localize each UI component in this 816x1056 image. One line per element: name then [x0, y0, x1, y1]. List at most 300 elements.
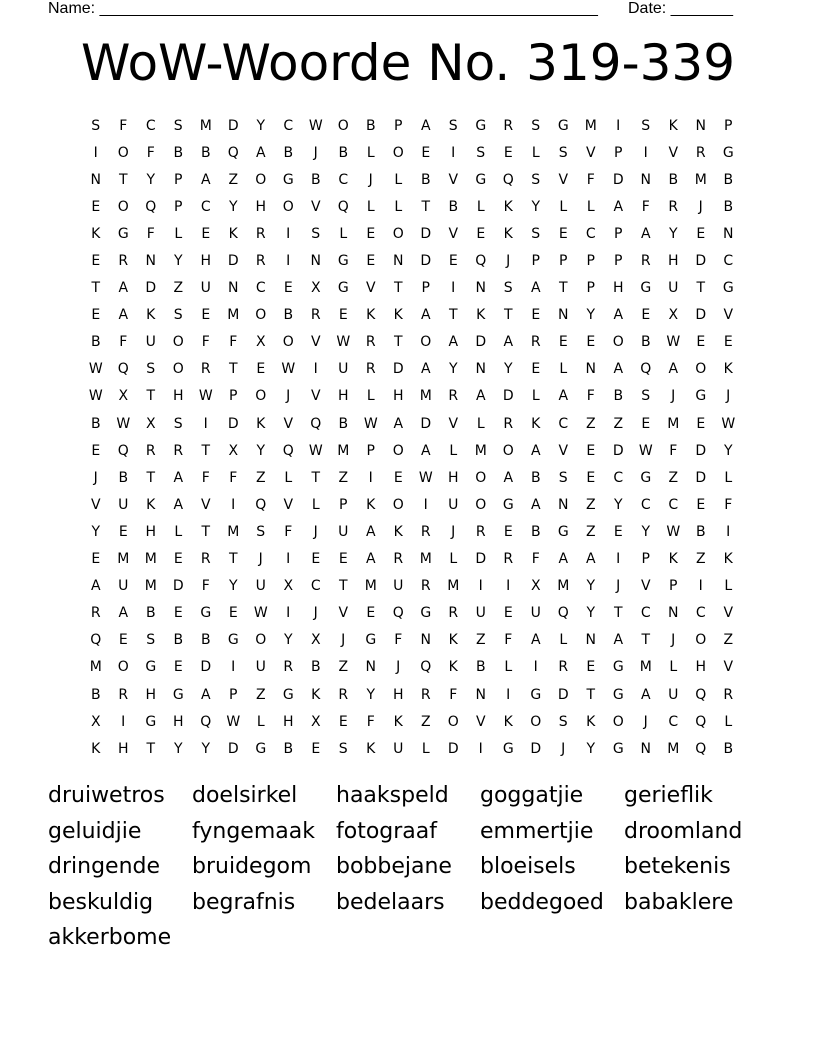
grid-cell[interactable]: O — [282, 334, 294, 351]
grid-cell[interactable]: A — [420, 361, 431, 378]
grid-cell[interactable]: U — [338, 523, 349, 540]
grid-cell[interactable]: H — [255, 198, 267, 215]
grid-cell[interactable]: A — [173, 496, 184, 513]
grid-cell[interactable]: Q — [255, 496, 267, 513]
grid-cell[interactable]: B — [90, 686, 101, 703]
grid-cell[interactable]: C — [310, 578, 321, 595]
grid-cell[interactable]: K — [503, 225, 513, 242]
grid-cell[interactable]: R — [145, 442, 156, 459]
grid-cell[interactable]: E — [366, 605, 376, 622]
grid-cell[interactable]: G — [145, 659, 157, 676]
grid-cell[interactable]: J — [341, 632, 346, 649]
grid-cell[interactable]: K — [311, 686, 321, 703]
grid-cell[interactable]: A — [668, 361, 679, 378]
grid-cell[interactable]: N — [393, 253, 404, 270]
grid-cell[interactable]: K — [723, 361, 733, 378]
grid-cell[interactable]: F — [119, 334, 128, 351]
grid-cell[interactable]: P — [339, 496, 348, 513]
grid-cell[interactable]: E — [118, 632, 128, 649]
grid-cell[interactable]: J — [451, 523, 456, 540]
grid-cell[interactable]: E — [201, 225, 211, 242]
grid-cell[interactable]: B — [338, 415, 349, 432]
grid-cell[interactable]: Y — [146, 171, 156, 188]
grid-cell[interactable]: X — [90, 713, 101, 730]
grid-cell[interactable]: V — [448, 171, 459, 188]
grid-cell[interactable]: K — [503, 198, 513, 215]
grid-cell[interactable]: W — [88, 361, 103, 378]
grid-cell[interactable]: Y — [283, 632, 293, 649]
grid-cell[interactable]: V — [310, 388, 321, 405]
grid-cell[interactable]: H — [145, 686, 157, 703]
grid-cell[interactable]: Y — [256, 117, 266, 134]
grid-cell[interactable]: H — [392, 388, 404, 405]
grid-cell[interactable]: A — [118, 307, 129, 324]
grid-cell[interactable]: D — [227, 740, 239, 757]
grid-cell[interactable]: O — [612, 713, 624, 730]
grid-cell[interactable]: K — [256, 415, 266, 432]
grid-cell[interactable]: W — [226, 713, 241, 730]
grid-cell[interactable]: V — [723, 659, 734, 676]
grid-cell[interactable]: A — [613, 632, 624, 649]
grid-cell[interactable]: K — [586, 713, 596, 730]
grid-cell[interactable]: K — [393, 523, 403, 540]
grid-cell[interactable]: E — [256, 361, 266, 378]
grid-cell[interactable]: S — [531, 117, 541, 134]
grid-cell[interactable]: B — [448, 198, 459, 215]
grid-cell[interactable]: T — [201, 442, 211, 459]
grid-cell[interactable]: O — [392, 496, 404, 513]
grid-cell[interactable]: K — [531, 415, 541, 432]
grid-cell[interactable]: H — [667, 253, 679, 270]
grid-cell[interactable]: U — [668, 686, 679, 703]
grid-cell[interactable]: O — [447, 713, 459, 730]
grid-cell[interactable]: R — [173, 442, 184, 459]
grid-cell[interactable]: G — [722, 280, 734, 297]
grid-cell[interactable]: P — [394, 117, 403, 134]
grid-cell[interactable]: C — [668, 496, 679, 513]
grid-cell[interactable]: V — [283, 496, 294, 513]
grid-cell[interactable]: N — [365, 659, 376, 676]
grid-cell[interactable]: T — [393, 334, 403, 351]
grid-cell[interactable]: A — [530, 442, 541, 459]
grid-cell[interactable]: M — [557, 578, 570, 595]
grid-cell[interactable]: E — [338, 307, 348, 324]
grid-cell[interactable]: K — [723, 551, 733, 568]
grid-cell[interactable]: I — [478, 740, 483, 757]
grid-cell[interactable]: I — [286, 225, 291, 242]
grid-cell[interactable]: A — [420, 307, 431, 324]
grid-cell[interactable]: O — [420, 334, 432, 351]
grid-cell[interactable]: O — [612, 334, 624, 351]
grid-cell[interactable]: R — [310, 307, 321, 324]
grid-cell[interactable]: M — [419, 551, 432, 568]
grid-cell[interactable]: S — [531, 171, 541, 188]
grid-cell[interactable]: Z — [585, 523, 596, 540]
grid-cell[interactable]: H — [612, 280, 624, 297]
grid-cell[interactable]: R — [503, 117, 514, 134]
grid-cell[interactable]: Q — [337, 198, 349, 215]
grid-cell[interactable]: I — [506, 578, 511, 595]
grid-cell[interactable]: D — [227, 253, 239, 270]
grid-cell[interactable]: Y — [723, 442, 733, 459]
grid-cell[interactable]: W — [363, 415, 378, 432]
grid-cell[interactable]: P — [586, 253, 595, 270]
grid-cell[interactable]: C — [640, 496, 651, 513]
grid-cell[interactable]: O — [255, 632, 267, 649]
grid-cell[interactable]: R — [338, 686, 349, 703]
grid-cell[interactable]: L — [339, 225, 348, 242]
grid-cell[interactable]: O — [530, 713, 542, 730]
grid-cell[interactable]: E — [118, 523, 128, 540]
grid-cell[interactable]: C — [145, 117, 156, 134]
grid-cell[interactable]: P — [586, 280, 595, 297]
grid-cell[interactable]: R — [365, 334, 376, 351]
grid-cell[interactable]: B — [283, 740, 294, 757]
grid-cell[interactable]: J — [726, 388, 731, 405]
grid-cell[interactable]: M — [89, 659, 102, 676]
grid-cell[interactable]: T — [503, 307, 513, 324]
grid-cell[interactable]: Z — [338, 659, 349, 676]
grid-cell[interactable]: E — [173, 551, 183, 568]
grid-cell[interactable]: L — [449, 551, 458, 568]
grid-cell[interactable]: T — [146, 469, 156, 486]
grid-cell[interactable]: Y — [448, 361, 458, 378]
grid-cell[interactable]: J — [396, 659, 401, 676]
grid-cell[interactable]: Y — [256, 442, 266, 459]
grid-cell[interactable]: O — [255, 307, 267, 324]
grid-cell[interactable]: C — [640, 605, 651, 622]
grid-cell[interactable]: T — [228, 551, 238, 568]
grid-cell[interactable]: L — [559, 361, 568, 378]
grid-cell[interactable]: T — [613, 605, 623, 622]
grid-cell[interactable]: A — [503, 334, 514, 351]
grid-cell[interactable]: B — [695, 523, 706, 540]
grid-cell[interactable]: B — [200, 144, 211, 161]
grid-cell[interactable]: P — [366, 442, 375, 459]
grid-cell[interactable]: R — [200, 361, 211, 378]
grid-cell[interactable]: Y — [531, 198, 541, 215]
grid-cell[interactable]: D — [530, 740, 542, 757]
grid-cell[interactable]: Z — [585, 496, 596, 513]
grid-cell[interactable]: F — [119, 117, 128, 134]
grid-cell[interactable]: R — [640, 253, 651, 270]
grid-cell[interactable]: J — [561, 740, 566, 757]
grid-cell[interactable]: Z — [255, 469, 266, 486]
grid-cell[interactable]: C — [338, 171, 349, 188]
grid-cell[interactable]: T — [228, 361, 238, 378]
grid-cell[interactable]: T — [586, 686, 596, 703]
grid-cell[interactable]: P — [229, 388, 238, 405]
grid-cell[interactable]: B — [530, 469, 541, 486]
grid-cell[interactable]: M — [144, 551, 157, 568]
grid-cell[interactable]: G — [612, 740, 624, 757]
grid-cell[interactable]: I — [506, 686, 511, 703]
grid-cell[interactable]: Q — [117, 442, 129, 459]
grid-cell[interactable]: C — [255, 280, 266, 297]
grid-cell[interactable]: X — [530, 578, 541, 595]
grid-cell[interactable]: B — [310, 659, 321, 676]
grid-cell[interactable]: M — [639, 659, 652, 676]
grid-cell[interactable]: X — [255, 334, 266, 351]
grid-cell[interactable]: E — [393, 469, 403, 486]
grid-cell[interactable]: K — [448, 632, 458, 649]
grid-cell[interactable]: N — [640, 740, 651, 757]
grid-cell[interactable]: I — [231, 659, 236, 676]
grid-cell[interactable]: N — [585, 632, 596, 649]
grid-cell[interactable]: I — [451, 280, 456, 297]
grid-cell[interactable]: Q — [200, 713, 212, 730]
grid-cell[interactable]: J — [258, 551, 263, 568]
grid-cell[interactable]: Y — [91, 523, 101, 540]
grid-cell[interactable]: A — [420, 442, 431, 459]
grid-cell[interactable]: B — [530, 523, 541, 540]
grid-cell[interactable]: F — [284, 523, 293, 540]
grid-cell[interactable]: U — [448, 496, 459, 513]
grid-cell[interactable]: R — [503, 415, 514, 432]
grid-cell[interactable]: E — [366, 253, 376, 270]
grid-cell[interactable]: K — [668, 117, 678, 134]
grid-cell[interactable]: V — [338, 605, 349, 622]
grid-cell[interactable]: U — [393, 740, 404, 757]
grid-cell[interactable]: O — [695, 361, 707, 378]
grid-cell[interactable]: U — [200, 280, 211, 297]
grid-cell[interactable]: F — [229, 334, 238, 351]
grid-cell[interactable]: D — [420, 225, 432, 242]
grid-cell[interactable]: K — [448, 659, 458, 676]
grid-cell[interactable]: O — [337, 117, 349, 134]
grid-cell[interactable]: R — [530, 334, 541, 351]
grid-cell[interactable]: L — [724, 578, 733, 595]
grid-cell[interactable]: I — [93, 144, 98, 161]
grid-cell[interactable]: L — [559, 632, 568, 649]
grid-cell[interactable]: M — [447, 578, 460, 595]
grid-cell[interactable]: E — [613, 523, 623, 540]
grid-cell[interactable]: U — [338, 361, 349, 378]
grid-cell[interactable]: B — [723, 171, 734, 188]
grid-cell[interactable]: D — [557, 686, 569, 703]
grid-cell[interactable]: X — [310, 632, 321, 649]
grid-cell[interactable]: F — [586, 171, 595, 188]
grid-cell[interactable]: V — [558, 171, 569, 188]
grid-cell[interactable]: B — [365, 117, 376, 134]
grid-cell[interactable]: Q — [502, 171, 514, 188]
grid-cell[interactable]: D — [392, 361, 404, 378]
grid-cell[interactable]: R — [420, 578, 431, 595]
grid-cell[interactable]: L — [449, 442, 458, 459]
grid-cell[interactable]: D — [475, 334, 487, 351]
grid-cell[interactable]: H — [337, 388, 349, 405]
grid-cell[interactable]: L — [724, 713, 733, 730]
grid-cell[interactable]: P — [614, 144, 623, 161]
grid-cell[interactable]: E — [311, 551, 321, 568]
grid-cell[interactable]: P — [229, 686, 238, 703]
grid-cell[interactable]: N — [145, 253, 156, 270]
grid-cell[interactable]: K — [366, 740, 376, 757]
grid-cell[interactable]: K — [668, 551, 678, 568]
grid-cell[interactable]: J — [671, 632, 676, 649]
grid-cell[interactable]: H — [200, 253, 212, 270]
grid-cell[interactable]: R — [365, 361, 376, 378]
grid-cell[interactable]: M — [667, 415, 680, 432]
grid-cell[interactable]: D — [695, 307, 707, 324]
grid-cell[interactable]: Z — [613, 415, 624, 432]
grid-cell[interactable]: M — [227, 307, 240, 324]
grid-cell[interactable]: Z — [420, 713, 431, 730]
grid-cell[interactable]: F — [449, 686, 458, 703]
grid-cell[interactable]: E — [421, 144, 431, 161]
grid-cell[interactable]: Q — [392, 605, 404, 622]
grid-cell[interactable]: X — [310, 713, 321, 730]
grid-cell[interactable]: A — [503, 469, 514, 486]
grid-cell[interactable]: W — [418, 469, 433, 486]
grid-cell[interactable]: Y — [641, 523, 651, 540]
grid-cell[interactable]: B — [420, 171, 431, 188]
grid-cell[interactable]: M — [667, 740, 680, 757]
grid-cell[interactable]: B — [90, 334, 101, 351]
grid-cell[interactable]: E — [586, 659, 596, 676]
grid-cell[interactable]: R — [475, 523, 486, 540]
grid-cell[interactable]: I — [286, 551, 291, 568]
grid-cell[interactable]: E — [173, 659, 183, 676]
grid-cell[interactable]: F — [586, 388, 595, 405]
grid-cell[interactable]: B — [338, 144, 349, 161]
grid-cell[interactable]: G — [475, 117, 487, 134]
grid-cell[interactable]: B — [723, 198, 734, 215]
grid-cell[interactable]: Y — [201, 740, 211, 757]
grid-cell[interactable]: G — [282, 171, 294, 188]
grid-cell[interactable]: F — [201, 578, 210, 595]
grid-cell[interactable]: A — [558, 551, 569, 568]
grid-cell[interactable]: A — [475, 388, 486, 405]
grid-cell[interactable]: N — [475, 280, 486, 297]
grid-cell[interactable]: Q — [557, 605, 569, 622]
grid-cell[interactable]: G — [502, 740, 514, 757]
grid-cell[interactable]: P — [724, 117, 733, 134]
grid-cell[interactable]: Q — [117, 361, 129, 378]
grid-cell[interactable]: U — [668, 280, 679, 297]
grid-cell[interactable]: G — [612, 659, 624, 676]
grid-cell[interactable]: Z — [475, 632, 486, 649]
grid-cell[interactable]: R — [283, 659, 294, 676]
grid-cell[interactable]: B — [118, 469, 129, 486]
grid-cell[interactable]: C — [585, 225, 596, 242]
grid-cell[interactable]: B — [145, 605, 156, 622]
grid-cell[interactable]: E — [503, 523, 513, 540]
grid-cell[interactable]: B — [310, 171, 321, 188]
grid-cell[interactable]: E — [531, 361, 541, 378]
grid-cell[interactable]: M — [419, 388, 432, 405]
grid-cell[interactable]: B — [90, 415, 101, 432]
grid-cell[interactable]: G — [172, 686, 184, 703]
grid-cell[interactable]: D — [475, 551, 487, 568]
grid-cell[interactable]: Q — [695, 713, 707, 730]
date-field-label[interactable]: Date: _______ — [628, 0, 733, 17]
grid-cell[interactable]: D — [172, 578, 184, 595]
grid-cell[interactable]: C — [283, 117, 294, 134]
grid-cell[interactable]: A — [613, 198, 624, 215]
grid-cell[interactable]: T — [91, 280, 101, 297]
grid-cell[interactable]: W — [308, 117, 323, 134]
grid-cell[interactable]: G — [227, 632, 239, 649]
grid-cell[interactable]: E — [586, 469, 596, 486]
grid-cell[interactable]: Y — [366, 686, 376, 703]
grid-cell[interactable]: G — [640, 469, 652, 486]
grid-cell[interactable]: S — [338, 740, 348, 757]
grid-cell[interactable]: F — [146, 225, 155, 242]
grid-cell[interactable]: L — [366, 388, 375, 405]
grid-cell[interactable]: L — [724, 469, 733, 486]
grid-cell[interactable]: V — [723, 605, 734, 622]
grid-cell[interactable]: T — [393, 280, 403, 297]
grid-cell[interactable]: P — [614, 225, 623, 242]
grid-cell[interactable]: L — [476, 415, 485, 432]
grid-cell[interactable]: L — [284, 469, 293, 486]
grid-cell[interactable]: N — [558, 307, 569, 324]
grid-cell[interactable]: S — [311, 225, 321, 242]
grid-cell[interactable]: N — [558, 496, 569, 513]
grid-cell[interactable]: M — [144, 578, 157, 595]
grid-cell[interactable]: W — [336, 334, 351, 351]
grid-cell[interactable]: A — [640, 225, 651, 242]
grid-cell[interactable]: K — [393, 713, 403, 730]
grid-cell[interactable]: B — [200, 632, 211, 649]
grid-cell[interactable]: A — [613, 361, 624, 378]
grid-cell[interactable]: W — [308, 442, 323, 459]
grid-cell[interactable]: T — [696, 280, 706, 297]
grid-cell[interactable]: S — [641, 388, 651, 405]
grid-cell[interactable]: S — [256, 523, 266, 540]
grid-cell[interactable]: J — [616, 578, 621, 595]
grid-cell[interactable]: N — [420, 632, 431, 649]
grid-cell[interactable]: D — [420, 253, 432, 270]
grid-cell[interactable]: K — [476, 307, 486, 324]
grid-cell[interactable]: F — [394, 632, 403, 649]
grid-cell[interactable]: D — [447, 740, 459, 757]
grid-cell[interactable]: W — [666, 334, 681, 351]
grid-cell[interactable]: W — [198, 388, 213, 405]
grid-cell[interactable]: F — [641, 198, 650, 215]
grid-cell[interactable]: N — [228, 280, 239, 297]
grid-cell[interactable]: L — [504, 659, 513, 676]
grid-cell[interactable]: C — [558, 415, 569, 432]
grid-cell[interactable]: A — [173, 469, 184, 486]
grid-cell[interactable]: N — [585, 361, 596, 378]
grid-cell[interactable]: G — [612, 686, 624, 703]
grid-cell[interactable]: F — [366, 713, 375, 730]
grid-cell[interactable]: N — [310, 253, 321, 270]
grid-cell[interactable]: Z — [173, 280, 184, 297]
grid-cell[interactable]: J — [368, 171, 373, 188]
grid-cell[interactable]: M — [117, 551, 130, 568]
grid-cell[interactable]: H — [117, 740, 129, 757]
grid-cell[interactable]: T — [118, 171, 128, 188]
grid-cell[interactable]: I — [643, 144, 648, 161]
grid-cell[interactable]: V — [365, 280, 376, 297]
grid-cell[interactable]: X — [228, 442, 239, 459]
grid-cell[interactable]: I — [286, 605, 291, 622]
grid-cell[interactable]: U — [118, 578, 129, 595]
grid-cell[interactable]: G — [337, 280, 349, 297]
grid-cell[interactable]: A — [530, 496, 541, 513]
grid-cell[interactable]: Q — [282, 442, 294, 459]
grid-cell[interactable]: F — [669, 442, 678, 459]
grid-cell[interactable]: S — [476, 144, 486, 161]
grid-cell[interactable]: Y — [228, 198, 238, 215]
grid-cell[interactable]: C — [723, 253, 734, 270]
grid-cell[interactable]: B — [640, 334, 651, 351]
grid-cell[interactable]: F — [504, 632, 513, 649]
grid-cell[interactable]: F — [201, 334, 210, 351]
